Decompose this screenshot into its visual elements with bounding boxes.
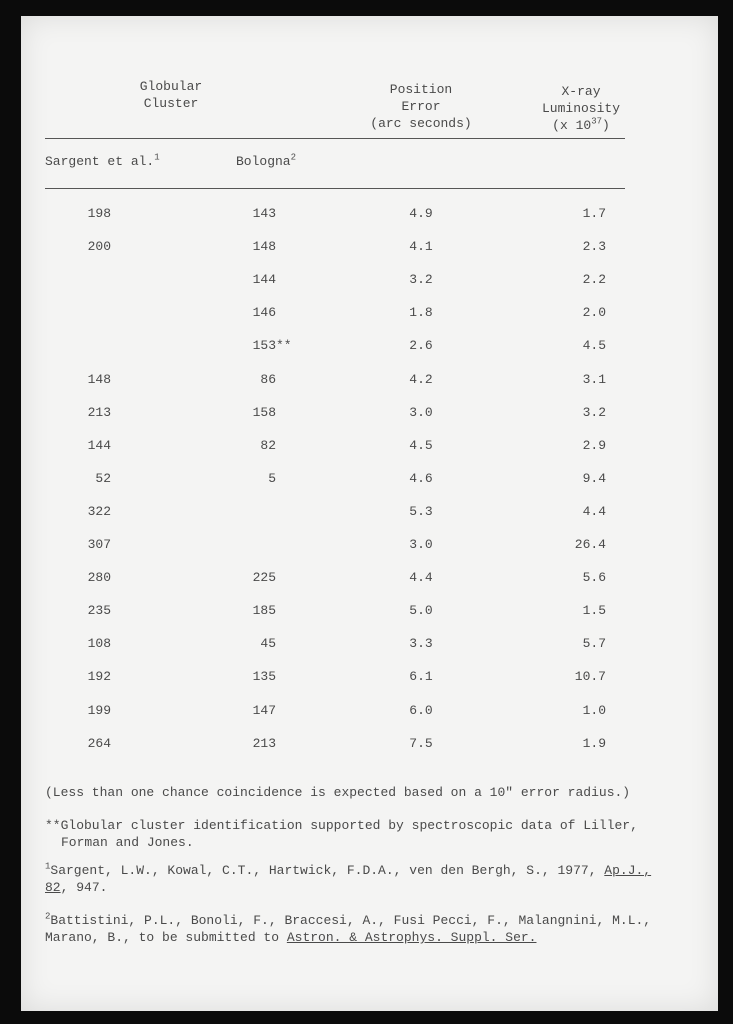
cell-sargent: 280 (87, 570, 111, 586)
table-row (21, 503, 718, 520)
table-row (21, 271, 718, 288)
cell-sargent: 235 (87, 603, 111, 619)
cell-sargent: 108 (87, 636, 111, 652)
cell-bologna: 148 (252, 239, 276, 255)
cell-sargent: 199 (87, 702, 111, 718)
cell-xray-luminosity: 3.2 (582, 404, 606, 420)
cell-sargent: 144 (87, 437, 111, 453)
cell-xray-luminosity: 2.3 (582, 239, 606, 255)
cell-bologna: 144 (252, 272, 276, 288)
table-row (21, 304, 718, 321)
cell-xray-luminosity: 4.4 (582, 503, 606, 519)
cell-xray-luminosity: 2.9 (582, 437, 606, 453)
table-row (21, 470, 718, 487)
cell-position-error: 7.5 (409, 735, 433, 751)
cell-xray-luminosity: 26.4 (574, 537, 606, 552)
cell-xray-luminosity: 4.5 (582, 338, 606, 354)
table-row (21, 635, 718, 652)
header-xray-luminosity: X-ray Luminosity (x $10^{37}$) (541, 84, 620, 133)
cell-position-error: 4.4 (409, 570, 433, 586)
cell-bologna: 185 (252, 603, 276, 619)
cell-sargent: 322 (87, 503, 111, 519)
cell-xray-luminosity: 1.7 (582, 206, 606, 221)
cell-sargent: 200 (87, 239, 111, 255)
document-page (21, 16, 718, 1011)
table-row (21, 602, 718, 619)
cell-xray-luminosity: 10.7 (574, 669, 606, 685)
cell-position-error: 3.3 (409, 636, 433, 652)
cell-bologna: 225 (252, 570, 276, 586)
cell-bologna: 5 (268, 470, 276, 486)
table-row (21, 536, 718, 553)
cell-xray-luminosity: 3.1 (582, 371, 606, 387)
cell-xray-luminosity: 1.5 (582, 603, 606, 619)
cell-position-error: 5.0 (409, 603, 433, 619)
cell-bologna: 213 (252, 735, 276, 751)
cell-xray-luminosity: 9.4 (582, 470, 606, 486)
table-row (21, 404, 718, 421)
cell-position-error: 3.0 (409, 537, 433, 552)
cell-bologna: 143 (252, 206, 276, 221)
cell-xray-luminosity: 5.7 (582, 636, 606, 652)
cell-position-error: 3.0 (409, 404, 433, 420)
cell-bologna: 147 (252, 702, 276, 718)
cell-position-error: 4.5 (409, 437, 433, 453)
table-row (21, 569, 718, 586)
cell-sargent: 192 (87, 669, 111, 685)
table-row (21, 668, 718, 685)
cell-sargent: 148 (87, 371, 111, 387)
cell-sargent: 52 (95, 470, 111, 486)
cell-sargent: 264 (87, 735, 111, 751)
header-rule-bottom (45, 188, 625, 189)
table-row (21, 238, 718, 255)
cell-sargent: 213 (87, 404, 111, 420)
cell-xray-luminosity: 2.2 (582, 272, 606, 288)
cell-position-error: 4.6 (409, 470, 433, 486)
cell-position-error: 3.2 (409, 272, 433, 288)
header-position-error: Position Error (arc seconds) (370, 82, 472, 131)
cell-sargent: 307 (87, 537, 111, 552)
cell-bologna: 82 (260, 437, 276, 453)
table-row (21, 735, 718, 752)
note-spectroscopic: **Globular cluster identification supported by spectroscopic data of Liller, Forman and Jones. (45, 818, 638, 850)
cell-bologna: 158 (252, 404, 276, 420)
cell-bologna: 146 (252, 305, 276, 321)
cell-position-error: 2.6 (409, 338, 433, 354)
cell-position-error: 6.0 (409, 702, 433, 718)
cell-sargent: 198 (87, 206, 111, 221)
cell-xray-luminosity: 5.6 (582, 570, 606, 586)
cell-position-error: 6.1 (409, 669, 433, 685)
table-row (21, 337, 718, 354)
cell-bologna: 45 (260, 636, 276, 652)
header-bologna: Bologna$^2$ (236, 152, 297, 169)
note-chance-coincidence: (Less than one chance coincidence is expected based on a 10" error radius.) (45, 785, 631, 800)
cell-bologna: 153 ** (252, 338, 292, 354)
cell-position-error: 1.8 (409, 305, 433, 321)
cell-xray-luminosity: 1.9 (582, 735, 606, 751)
footnote-1: $^1$Sargent, L.W., Kowal, C.T., Hartwick, F.D.A., ven den Bergh, S., 1977, Ap.J., 82, 947. (45, 861, 652, 895)
cell-position-error: 4.1 (409, 239, 433, 255)
cell-position-error: 4.9 (409, 206, 433, 221)
table-row (21, 371, 718, 388)
table-row (21, 702, 718, 719)
cell-bologna: 86 (260, 371, 276, 387)
cell-bologna: 135 (252, 669, 276, 685)
cell-position-error: 5.3 (409, 503, 433, 519)
footnote-2: $^2$Battistini, P.L., Bonoli, F., Braccesi, A., Fusi Pecci, F., Malangnini, M.L., Marano, B., to be submitted to Astron. & Astrophys. Suppl. Ser. (45, 911, 652, 945)
cell-xray-luminosity: 1.0 (582, 702, 606, 718)
header-globular-cluster: Globular Cluster (139, 79, 203, 111)
table-row (21, 437, 718, 454)
cell-xray-luminosity: 2.0 (582, 305, 606, 321)
header-rule-top (45, 138, 625, 139)
header-sargent: Sargent et al.$^1$ (45, 152, 160, 169)
cell-position-error: 4.2 (409, 371, 433, 387)
table-row (21, 205, 718, 222)
